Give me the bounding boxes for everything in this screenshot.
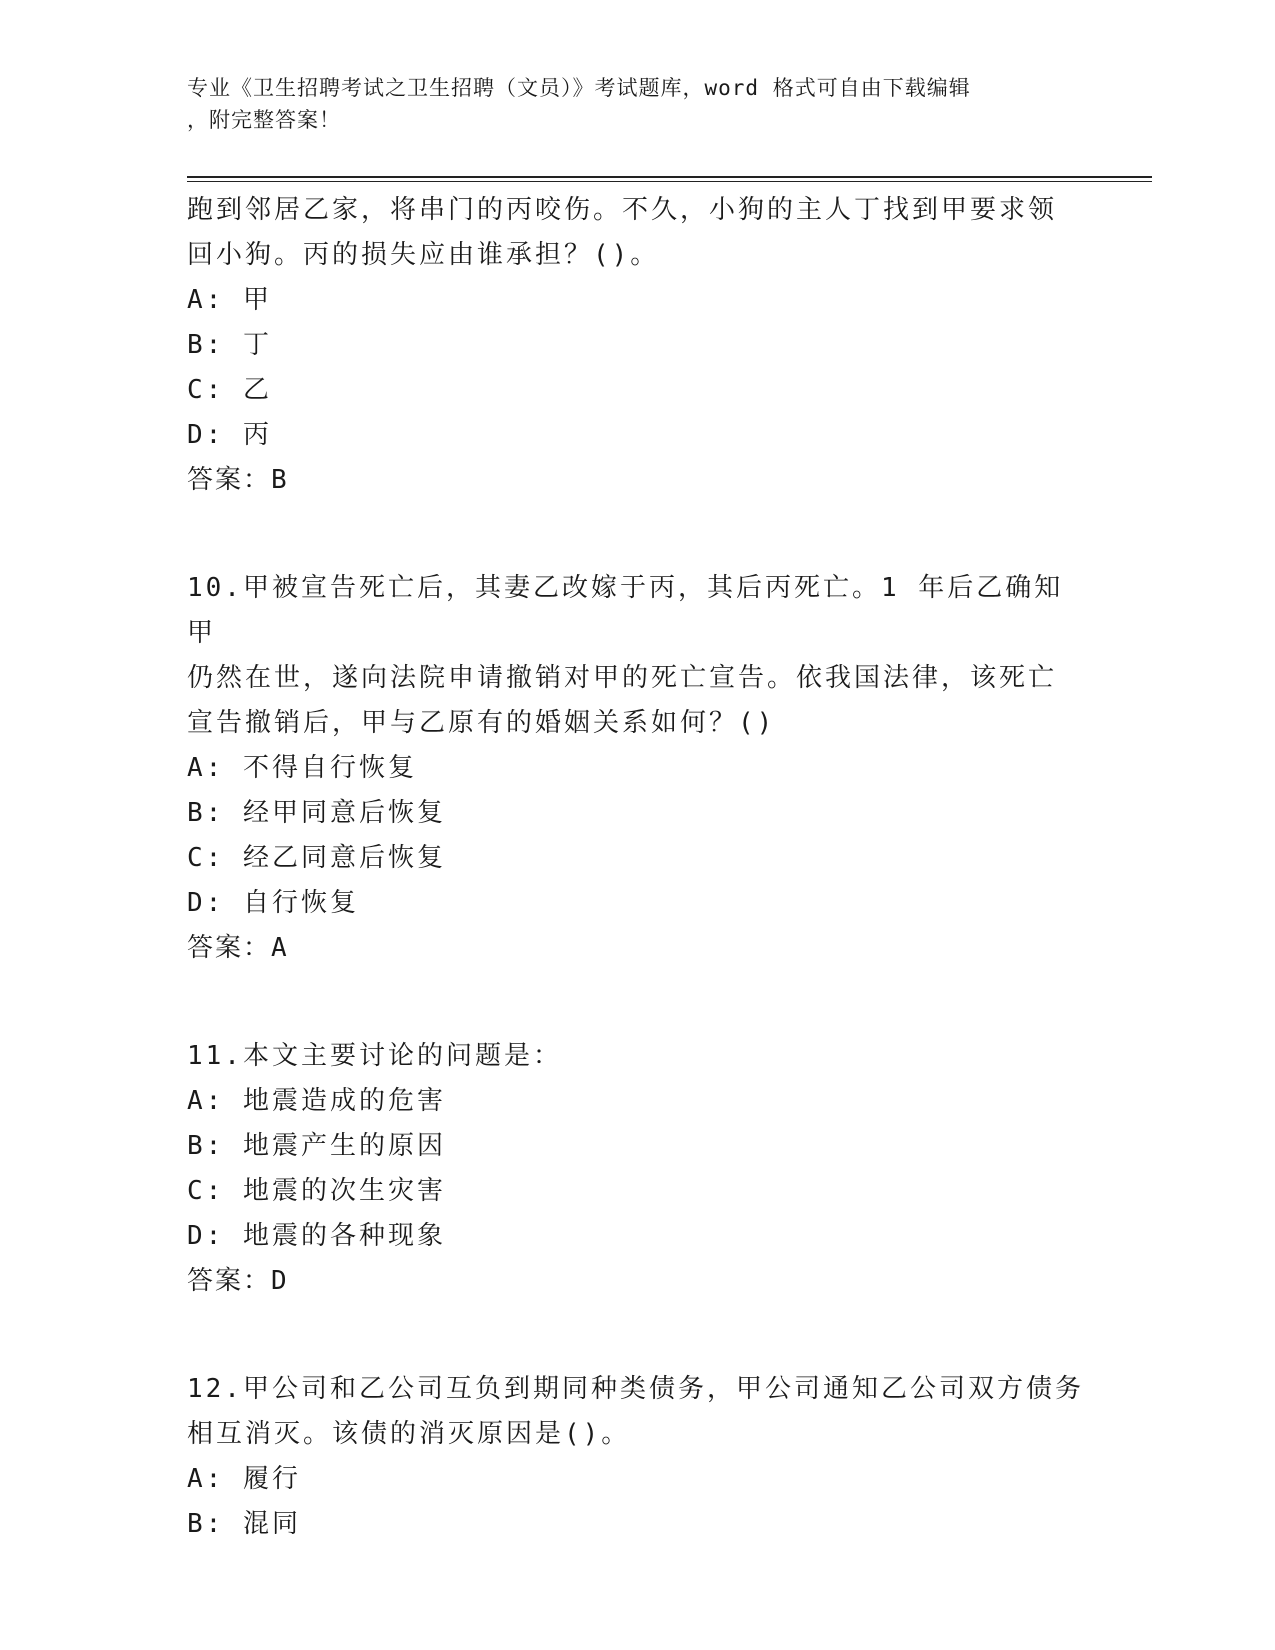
- question-stem-line: 仍然在世，遂向法院申请撤销对甲的死亡宣告。依我国法律，该死亡: [187, 663, 1058, 693]
- question-list: [187, 188, 1087, 1547]
- header-divider-thin: [187, 181, 1152, 182]
- option-b: B: 经甲同意后恢复: [187, 798, 446, 828]
- option-c: C: 地震的次生灾害: [187, 1176, 446, 1206]
- option-d: D: 地震的各种现象: [187, 1221, 446, 1251]
- option-c: C: 经乙同意后恢复: [187, 843, 446, 873]
- question-block: [187, 1034, 1087, 1304]
- option-a: A: 地震造成的危害: [187, 1086, 446, 1116]
- option-b: B: 丁: [187, 330, 272, 360]
- question-block: [187, 566, 1087, 971]
- question-spacer: [187, 971, 1087, 1034]
- answer-line: 答案：A: [187, 933, 289, 963]
- question-stem-line: 相互消灭。该债的消灭原因是()。: [187, 1419, 631, 1449]
- option-a: A: 履行: [187, 1464, 301, 1494]
- question-stem-line: 12.甲公司和乙公司互负到期同种类债务，甲公司通知乙公司双方债务: [187, 1374, 1084, 1404]
- option-d: D: 丙: [187, 420, 272, 450]
- question-spacer: [187, 1304, 1087, 1367]
- option-a: A: 甲: [187, 285, 272, 315]
- document-header: [187, 72, 1067, 136]
- question-block: [187, 188, 1087, 503]
- question-stem-line: 10.甲被宣告死亡后，其妻乙改嫁于丙，其后丙死亡。1 年后乙确知甲: [187, 573, 1064, 648]
- question-stem-line: 回小狗。丙的损失应由谁承担？()。: [187, 240, 660, 270]
- question-stem-line: 宣告撤销后，甲与乙原有的婚姻关系如何？(): [187, 708, 776, 738]
- question-stem-line: 11.本文主要讨论的问题是：: [187, 1041, 562, 1071]
- answer-line: 答案：B: [187, 465, 289, 495]
- question-stem-line: 跑到邻居乙家，将串门的丙咬伤。不久，小狗的主人丁找到甲要求领: [187, 195, 1058, 225]
- option-c: C: 乙: [187, 375, 272, 405]
- header-divider-thick: [187, 176, 1152, 178]
- option-a: A: 不得自行恢复: [187, 753, 417, 783]
- question-block: [187, 1367, 1087, 1547]
- header-title-line-1: 专业《卫生招聘考试之卫生招聘（文员）》考试题库，word 格式可自由下载编辑: [187, 76, 971, 100]
- option-b: B: 地震产生的原因: [187, 1131, 446, 1161]
- header-title-line-2: ，附完整答案！: [187, 108, 341, 132]
- question-spacer: [187, 503, 1087, 566]
- option-b: B: 混同: [187, 1509, 301, 1539]
- answer-line: 答案：D: [187, 1266, 289, 1296]
- option-d: D: 自行恢复: [187, 888, 359, 918]
